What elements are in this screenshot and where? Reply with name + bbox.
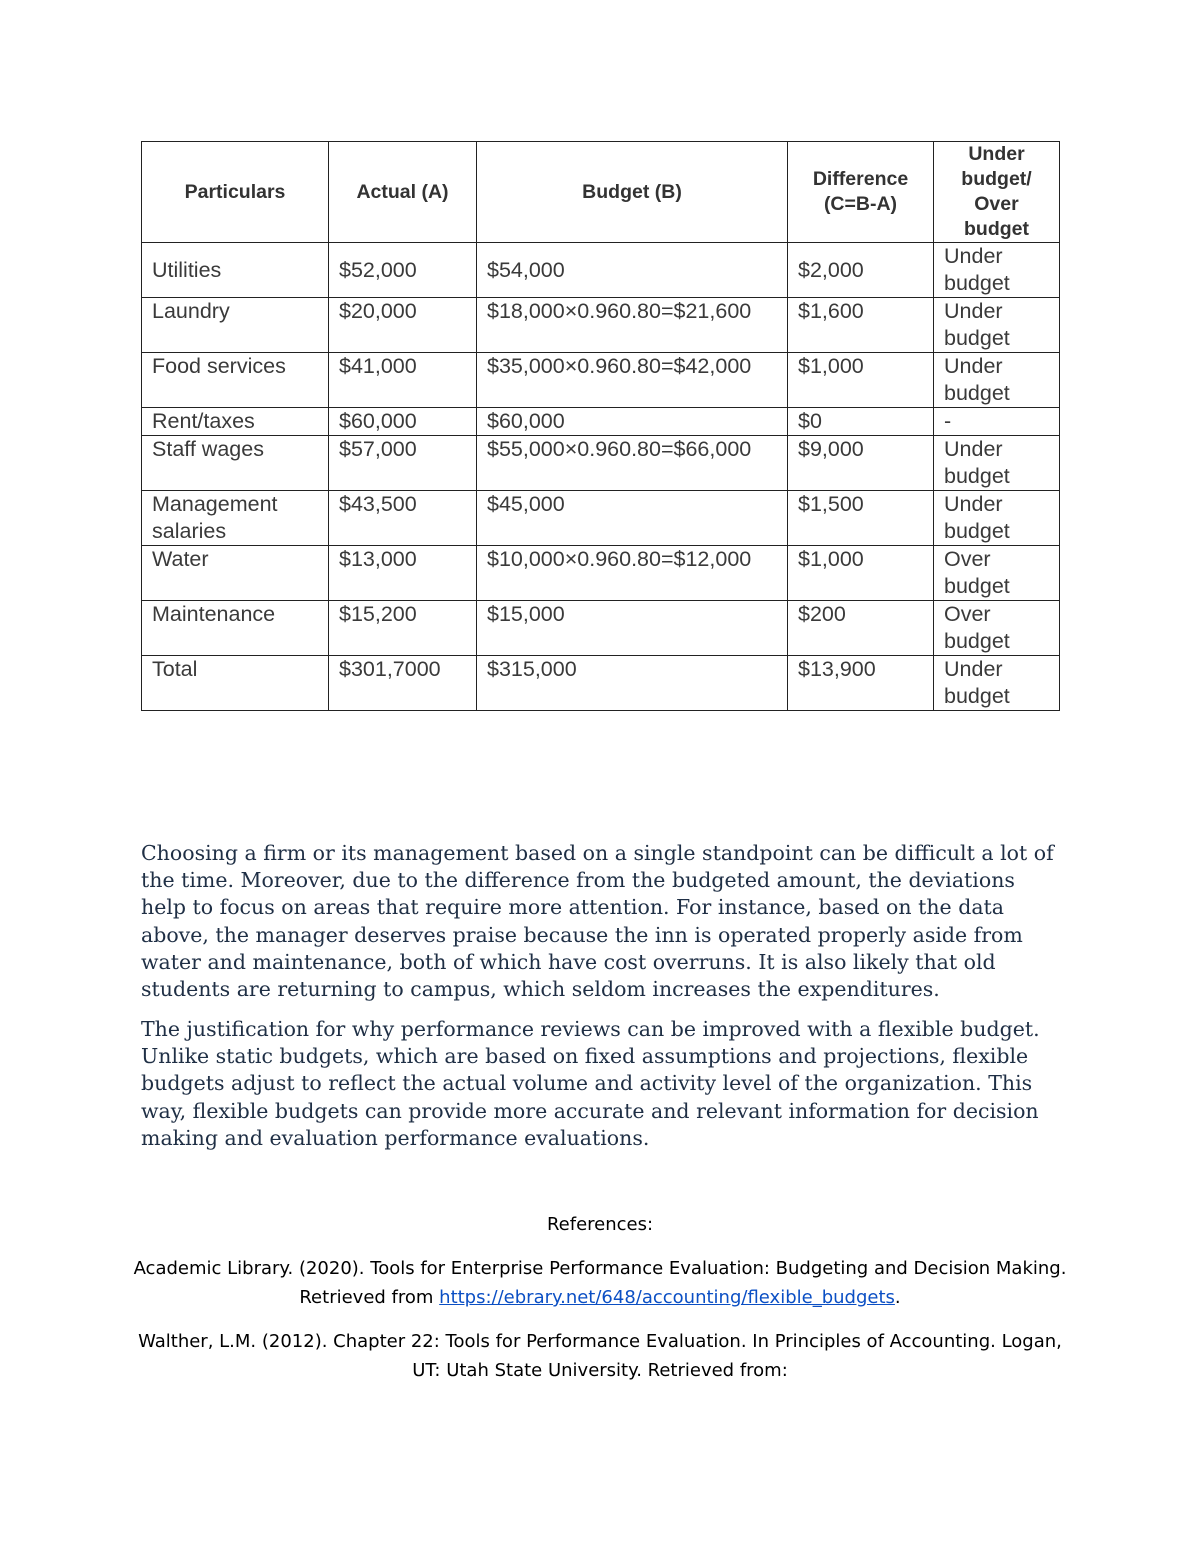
cell-particulars: Water xyxy=(142,546,329,601)
cell-status-line1: Under xyxy=(944,299,1003,323)
cell-particulars-line1: Management xyxy=(152,492,278,516)
table-row xyxy=(142,298,1060,353)
cell-difference: $9,000 xyxy=(788,436,934,491)
cell-status-line1: Under xyxy=(944,657,1003,681)
budget-variance-table xyxy=(141,141,1060,711)
cell-budget: $55,000×0.960.80=$66,000 xyxy=(477,436,788,491)
cell-particulars: Rent/taxes xyxy=(142,408,329,436)
paragraph-flexible-budget: The justification for why performance reviews can be improved with a flexible budget. Unlike static budgets, which are based on fixed assumptions and projections, flexible budgets adjust to reflect the actual volume and activity level of the organization. This way, flexible budgets can provide more accurate and relevant information for decision making and evaluation performance evaluations. xyxy=(141,1017,1040,1150)
cell-particulars xyxy=(142,491,329,546)
cell-status xyxy=(934,436,1060,491)
cell-budget: $54,000 xyxy=(477,243,788,298)
cell-budget: $35,000×0.960.80=$42,000 xyxy=(477,353,788,408)
cell-difference: $1,000 xyxy=(788,546,934,601)
table-row-total xyxy=(142,656,1060,711)
header-budget: Budget (B) xyxy=(477,142,788,243)
cell-status-line2: budget xyxy=(944,381,1010,405)
cell-status-line2: budget xyxy=(944,574,1010,598)
cell-status-line1: Under xyxy=(944,492,1003,516)
cell-budget: $60,000 xyxy=(477,408,788,436)
cell-particulars: Food services xyxy=(142,353,329,408)
cell-status-line2: budget xyxy=(944,684,1010,708)
reference-walther: Walther, L.M. (2012). Chapter 22: Tools for Performance Evaluation. In Principles of Accounting. Logan, UT: Utah State University. Retrieved from: xyxy=(138,1331,1062,1381)
table-row xyxy=(142,436,1060,491)
cell-difference: $13,900 xyxy=(788,656,934,711)
cell-status-line2: budget xyxy=(944,464,1010,488)
cell-status xyxy=(934,243,1060,298)
table-row xyxy=(142,491,1060,546)
table-row xyxy=(142,243,1060,298)
header-status xyxy=(934,142,1060,243)
header-particulars: Particulars xyxy=(142,142,329,243)
reference-1-text: Academic Library. (2020). Tools for Enterprise Performance Evaluation: Budgeting and Decision Making. Retrieved from xyxy=(133,1258,1067,1308)
table-row xyxy=(142,353,1060,408)
cell-actual: $52,000 xyxy=(329,243,477,298)
cell-particulars: Total xyxy=(142,656,329,711)
header-difference-line2: (C=B-A) xyxy=(823,193,898,215)
table-row xyxy=(142,546,1060,601)
header-difference xyxy=(788,142,934,243)
cell-actual: $43,500 xyxy=(329,491,477,546)
cell-difference: $0 xyxy=(788,408,934,436)
header-difference-line1: Difference xyxy=(812,168,909,190)
cell-status-line1: Over xyxy=(944,547,991,571)
cell-actual: $15,200 xyxy=(329,601,477,656)
table-row xyxy=(142,601,1060,656)
cell-status xyxy=(934,601,1060,656)
cell-actual: $13,000 xyxy=(329,546,477,601)
cell-status-line2: budget xyxy=(944,519,1010,543)
cell-difference: $1,000 xyxy=(788,353,934,408)
cell-particulars: Laundry xyxy=(142,298,329,353)
cell-difference: $1,500 xyxy=(788,491,934,546)
table-header-row xyxy=(142,142,1060,243)
cell-status-line2: budget xyxy=(944,271,1010,295)
header-status-line4: budget xyxy=(964,218,1029,240)
cell-budget: $45,000 xyxy=(477,491,788,546)
references-heading: References: xyxy=(546,1214,654,1235)
header-status-line1: Under xyxy=(968,143,1025,165)
cell-status-line1: - xyxy=(944,409,952,433)
cell-actual: $41,000 xyxy=(329,353,477,408)
cell-status xyxy=(934,408,1060,436)
cell-budget: $10,000×0.960.80=$12,000 xyxy=(477,546,788,601)
cell-budget: $18,000×0.960.80=$21,600 xyxy=(477,298,788,353)
header-status-line2: budget/ xyxy=(961,168,1032,190)
header-actual: Actual (A) xyxy=(329,142,477,243)
cell-budget: $15,000 xyxy=(477,601,788,656)
cell-particulars: Staff wages xyxy=(142,436,329,491)
cell-actual: $60,000 xyxy=(329,408,477,436)
cell-status xyxy=(934,491,1060,546)
cell-status-line1: Under xyxy=(944,244,1003,268)
cell-status-line2: budget xyxy=(944,629,1010,653)
cell-particulars: Maintenance xyxy=(142,601,329,656)
table-row xyxy=(142,408,1060,436)
reference-1-end: . xyxy=(894,1287,901,1308)
cell-actual: $20,000 xyxy=(329,298,477,353)
cell-difference: $200 xyxy=(788,601,934,656)
cell-particulars: Utilities xyxy=(142,243,329,298)
reference-1-link[interactable]: https://ebrary.net/648/accounting/flexible_budgets xyxy=(439,1287,895,1308)
cell-status-line2: budget xyxy=(944,326,1010,350)
cell-status xyxy=(934,353,1060,408)
header-status-line3: Over xyxy=(974,193,1019,215)
cell-status xyxy=(934,656,1060,711)
cell-actual: $301,7000 xyxy=(329,656,477,711)
cell-particulars-line2: salaries xyxy=(152,519,227,543)
cell-actual: $57,000 xyxy=(329,436,477,491)
paragraph-performance-evaluation: Choosing a firm or its management based on a single standpoint can be difficult a lot of the time. Moreover, due to the difference from the budgeted amount, the deviations help to focus on areas that require more attention. For instance, based on the data above, the manager deserves praise because the inn is operated properly aside from water and maintenance, both of which have cost overruns. It is also likely that old students are returning to campus, which seldom increases the expenditures. xyxy=(141,841,1054,1002)
cell-status-line1: Over xyxy=(944,602,991,626)
cell-status xyxy=(934,298,1060,353)
cell-status-line1: Under xyxy=(944,354,1003,378)
cell-status-line1: Under xyxy=(944,437,1003,461)
cell-status xyxy=(934,546,1060,601)
cell-difference: $2,000 xyxy=(788,243,934,298)
reference-academic-library xyxy=(130,1254,1070,1312)
cell-difference: $1,600 xyxy=(788,298,934,353)
cell-budget: $315,000 xyxy=(477,656,788,711)
